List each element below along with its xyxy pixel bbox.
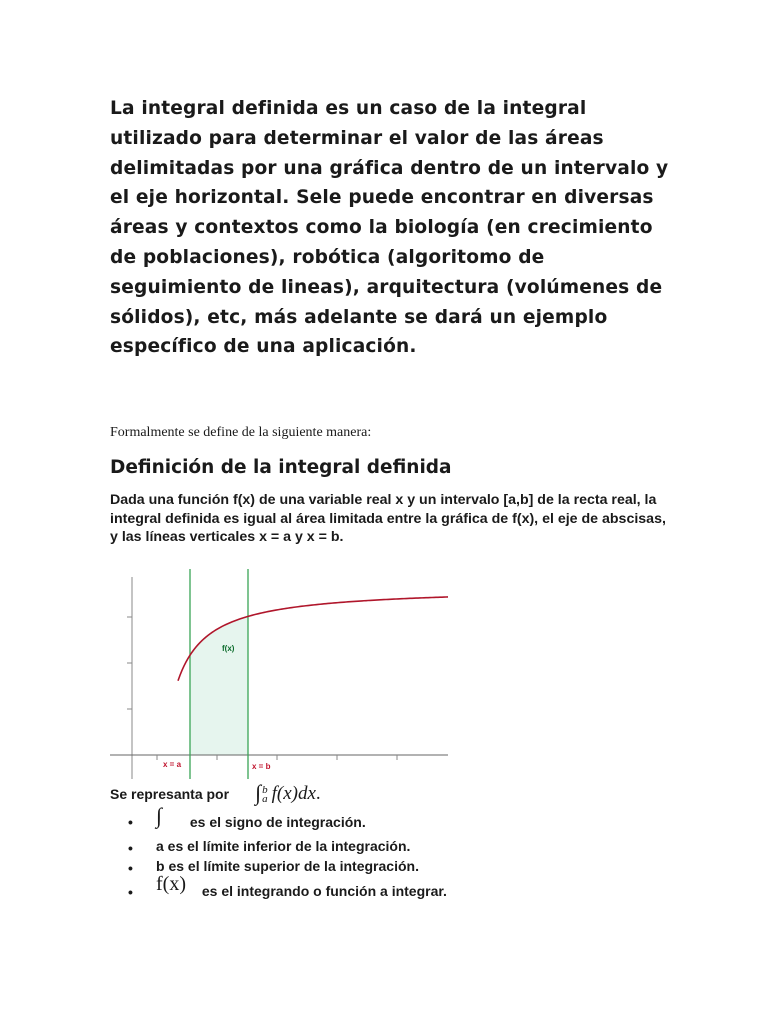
formal-definition-line: Formalmente se define de la siguiente manera:: [110, 425, 372, 440]
list-item-text: es el signo de integración.: [189, 814, 366, 830]
list-item-text: es el integrando o función a integrar.: [201, 883, 447, 899]
upper-limit: b: [262, 784, 268, 796]
integral-formula: [255, 782, 321, 804]
definition-paragraph: Dada una función f(x) de una variable real x y un intervalo [a,b] de la recta real, la integral definida es igual al área limitada entre la gráfica de f(x), el eje de abscisas, y las líneas verticales x = a y x = b.: [110, 492, 666, 546]
section-heading: Definición de la integral definida: [110, 457, 452, 478]
list-item: [128, 836, 447, 856]
curve-label: f(x): [222, 644, 235, 653]
bullet-dot-icon: •: [128, 814, 133, 830]
integrand-expression: f(x)dx: [271, 783, 316, 804]
integral-figure: [110, 567, 455, 781]
integral-limits: [262, 786, 268, 804]
formula-period: .: [315, 783, 321, 804]
lower-limit: a: [262, 793, 268, 805]
y-axis: [127, 577, 132, 779]
integral-area: [190, 616, 248, 755]
list-item: [128, 803, 447, 836]
intro-paragraph: La integral definida es un caso de la integral utilizado para determinar el valor de las áreas delimitadas por una gráfica dentro de un intervalo y el eje horizontal. Sele puede encontrar en diversas áreas y contextos como la biología (en crecimiento de poblaciones), robótica (algoritomo de seguimiento de lineas), arquitectura (volúmenes de sólidos), etc, más adelante se dará un ejemplo específico de una aplicación.: [110, 98, 669, 358]
integral-symbol: ∫: [156, 803, 163, 828]
representation-line: [110, 782, 321, 804]
x-axis-ticks: [157, 755, 397, 760]
bullet-list: [128, 803, 447, 910]
list-item-text: b es el límite superior de la integración.: [156, 858, 419, 874]
label-x-equals-b: x = b: [252, 762, 271, 771]
bullet-dot-icon: •: [128, 840, 133, 856]
label-x-equals-a: x = a: [163, 760, 182, 769]
integral-sign-icon: ∫: [255, 780, 262, 805]
bullet-dot-icon: •: [128, 884, 133, 900]
list-item-text: a es el límite inferior de la integración.: [156, 838, 411, 854]
list-item: [128, 873, 447, 910]
represent-label: Se represanta por: [110, 786, 230, 802]
function-symbol: f(x): [156, 873, 186, 895]
bullet-dot-icon: •: [128, 860, 133, 876]
